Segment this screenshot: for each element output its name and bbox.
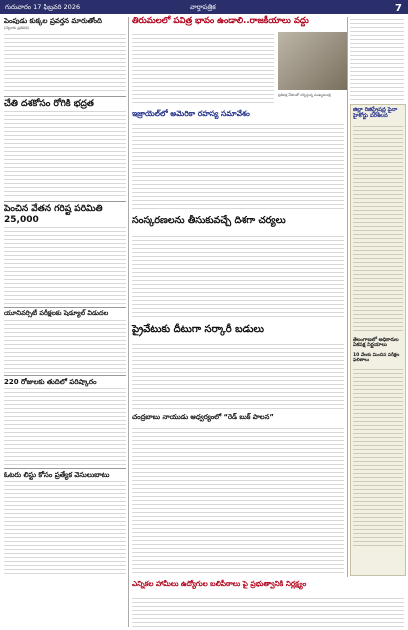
left-body-6 (4, 479, 126, 574)
right-headline-1: జిల్లా రిజిస్ట్రేషన్ల పైనా హైకోర్టు పరిశీలన (353, 107, 398, 120)
paper-name: వార్తాపత్రిక (190, 3, 216, 11)
left-headline-3: పెంచిన వేతన గరిష్ట పరిమితి 25,000 (4, 204, 103, 225)
right-sidebar (350, 104, 406, 576)
column-rule (128, 17, 129, 627)
private-body (132, 342, 344, 410)
left-headline-6: ఓటరు లిస్టు కోసం ప్రత్యేక వెసులుబాటు (4, 470, 110, 479)
chandra-headline: చంద్రబాబు నాయుడు ఆధ్వర్యంలో “రెడ్ బుక్ పాలన” (132, 413, 274, 421)
private-headline: ప్రైవేటుకు దీటుగా సర్కారీ బడులు (132, 324, 265, 335)
divider (4, 468, 126, 469)
right-headline-3: 10 వేలకు మించిన పరీక్షల ఫలితాలు (353, 353, 400, 364)
issue-date: గురువారం 17 ఫిబ్రవరి 2026 (5, 3, 81, 11)
left-headline-5: 220 రోజులకు తుదిలో పరిష్కారం (4, 377, 97, 386)
divider (4, 96, 126, 97)
bottom-headline: ఎన్నికల హామీలు ఉద్యోగుల బలిపీఠాలు పై ప్రభుత్వానికి నిర్లక్ష్యం (132, 579, 307, 588)
left-column (4, 17, 126, 627)
left-body-5 (4, 386, 126, 466)
right-body-2 (353, 367, 403, 547)
main-headline: తిరుమలలో పవిత్ర భావం ఉండాలి..రాజకీయాలు వద్దు (132, 16, 309, 26)
column-rule (347, 17, 348, 577)
right-top-body (350, 17, 404, 101)
main-body (132, 32, 274, 104)
left-headline-2: చేతి దశకోసం రోగికి భద్రత (4, 99, 94, 110)
left-body-3 (4, 225, 126, 305)
left-body-4 (4, 318, 126, 373)
israel-body (132, 122, 344, 212)
left-body-2 (4, 109, 126, 199)
byline: (నెల్లూరు ప్రతినిధి) (4, 26, 30, 31)
page-number: 7 (395, 3, 402, 14)
right-body-1 (353, 124, 403, 334)
divider (4, 201, 126, 202)
photo-caption: ప్రతిపక్ష నేతలతో చర్చిస్తున్న ముఖ్యమంత్రి (278, 93, 331, 97)
israel-headline: ఇజ్రాయెల్‌లో అమెరికా రహస్య సమావేశం (132, 109, 250, 118)
divider (4, 307, 126, 308)
left-headline-1: పెంపుడు కుక్కల ప్రవర్తన మారుతోంది (4, 17, 102, 25)
reforms-body (132, 234, 344, 319)
bottom-body (132, 596, 404, 628)
left-body-1 (4, 32, 126, 94)
masthead-bar (0, 0, 408, 14)
chandra-body (132, 426, 344, 576)
divider (4, 375, 126, 376)
right-headline-2: తెలంగాణలో అధికారుల ఏకపక్ష నిర్ణయాలు (353, 336, 399, 349)
reforms-headline: సంస్కరణలను తీసుకువచ్చే దిశగా చర్యలు (132, 215, 286, 226)
left-headline-4: యూనివర్సిటీ పరీక్షలకు షెడ్యూల్ విడుదల (4, 309, 109, 318)
leader-photo (278, 32, 348, 90)
